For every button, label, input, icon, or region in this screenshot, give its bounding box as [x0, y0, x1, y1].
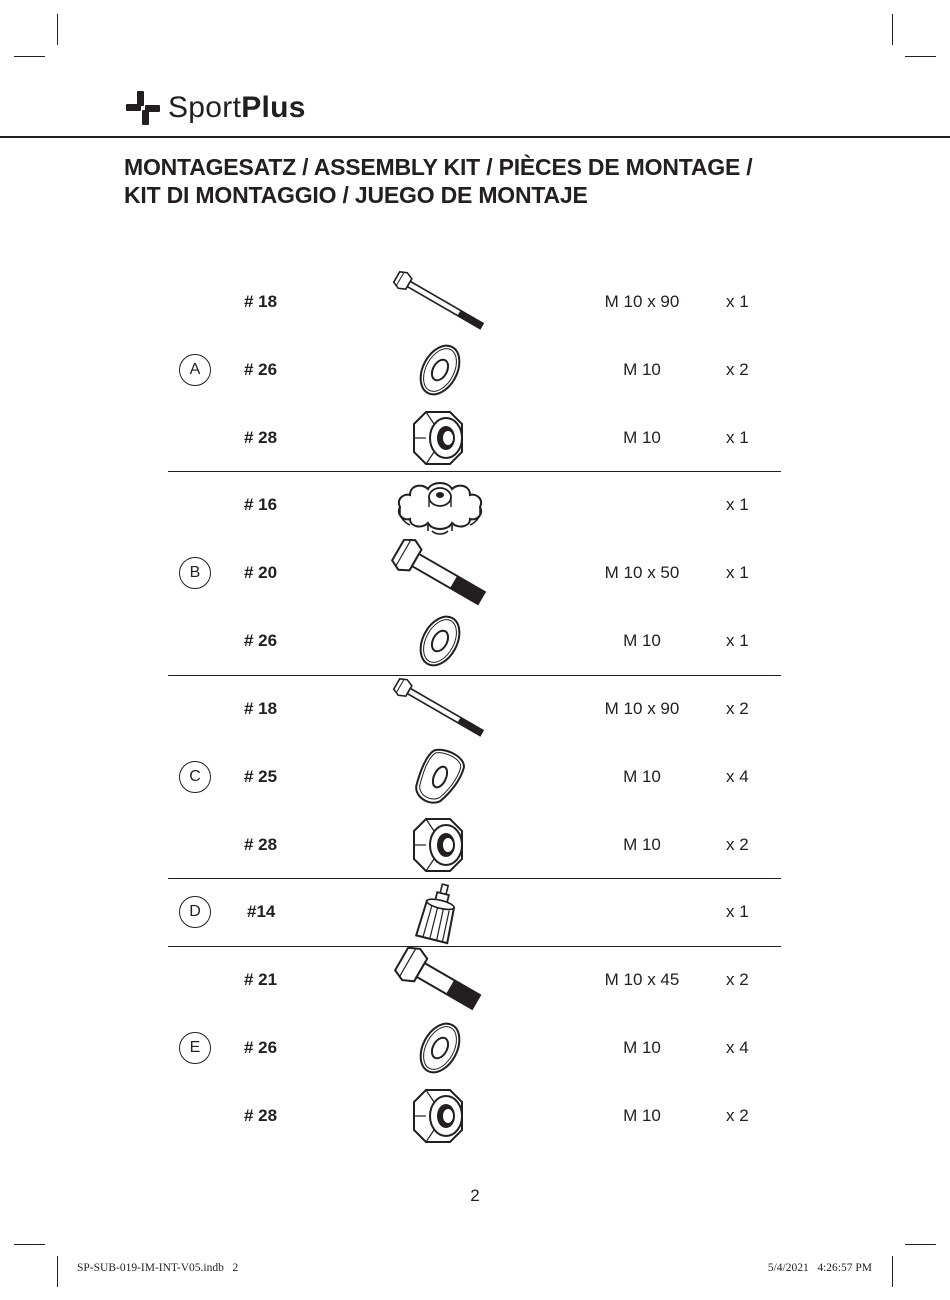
part-quantity: x 4 — [726, 1038, 749, 1057]
part-spec: M 10 — [623, 767, 661, 786]
part-row — [0, 268, 950, 336]
part-spec: M 10 x 90 — [604, 699, 680, 718]
kit-label: A — [179, 354, 211, 386]
crop-mark — [892, 14, 893, 45]
part-row — [0, 1082, 950, 1150]
part-number: # 21 — [244, 970, 278, 989]
part-row — [0, 607, 950, 675]
crop-mark — [905, 1244, 936, 1245]
sportplus-cross-logo-icon — [124, 89, 162, 127]
header-rule — [0, 136, 950, 138]
part-row — [0, 946, 950, 1014]
kit-label: D — [179, 896, 211, 928]
long-bolt-icon — [380, 675, 500, 743]
part-spec: M 10 — [623, 1038, 661, 1057]
hex-bolt-icon — [380, 946, 500, 1014]
footer-file-info: SP-SUB-019-IM-INT-V05.indb 2 — [77, 1262, 239, 1274]
part-spec: M 10 — [623, 631, 661, 650]
part-number: # 26 — [244, 631, 278, 650]
page-title-line-2: KIT DI MONTAGGIO / JUEGO DE MONTAJE — [124, 182, 588, 208]
part-row — [0, 811, 950, 879]
part-spec: M 10 — [623, 1106, 661, 1125]
kit-label: B — [179, 557, 211, 589]
washer-icon — [380, 336, 500, 404]
crop-mark — [905, 56, 936, 57]
page-title-line-1: MONTAGESATZ / ASSEMBLY KIT / PIÈCES DE MONTAGE / — [124, 154, 753, 180]
long-bolt-icon — [380, 268, 500, 336]
part-row — [0, 743, 950, 811]
part-number: # 26 — [244, 1038, 278, 1057]
part-spec — [590, 878, 694, 946]
part-quantity: x 2 — [726, 699, 749, 718]
brand-logo — [124, 88, 306, 128]
part-quantity: x 2 — [726, 360, 749, 379]
part-quantity: x 1 — [726, 495, 749, 514]
crop-mark — [14, 56, 45, 57]
part-spec: M 10 x 90 — [604, 292, 680, 311]
part-number: # 25 — [244, 767, 278, 786]
part-quantity: x 1 — [726, 563, 749, 582]
part-row — [0, 675, 950, 743]
lock-nut-icon — [380, 1082, 500, 1150]
kit-label: C — [179, 761, 211, 793]
part-spec: M 10 — [623, 835, 661, 854]
part-row — [0, 878, 950, 946]
part-quantity: x 1 — [726, 902, 749, 921]
part-number: # 26 — [244, 360, 278, 379]
part-quantity: x 4 — [726, 767, 749, 786]
part-spec: M 10 x 45 — [604, 970, 680, 989]
kit-label: E — [179, 1032, 211, 1064]
hex-bolt-icon — [380, 539, 500, 607]
brand-name — [168, 93, 306, 123]
part-spec: M 10 — [623, 428, 661, 447]
page-title — [124, 153, 884, 209]
part-number: # 18 — [244, 699, 278, 718]
part-quantity: x 1 — [726, 428, 749, 447]
part-number: # 28 — [244, 428, 278, 447]
part-spec: M 10 x 50 — [604, 563, 680, 582]
part-quantity: x 2 — [726, 1106, 749, 1125]
footer-timestamp: 5/4/2021 4:26:57 PM — [767, 1262, 872, 1274]
lock-nut-icon — [380, 404, 500, 472]
part-quantity: x 1 — [726, 292, 749, 311]
brand-name-bold: Plus — [241, 91, 306, 124]
crop-mark — [892, 1256, 893, 1287]
crop-mark — [57, 14, 58, 45]
part-number: # 28 — [244, 835, 278, 854]
part-row — [0, 336, 950, 404]
part-quantity: x 1 — [726, 631, 749, 650]
part-spec: M 10 — [623, 360, 661, 379]
curved-washer-icon — [380, 743, 500, 811]
part-row — [0, 1014, 950, 1082]
part-number: # 20 — [244, 563, 278, 582]
part-quantity: x 2 — [726, 970, 749, 989]
part-number: # 28 — [244, 1106, 278, 1125]
crop-mark — [57, 1256, 58, 1287]
washer-icon — [380, 1014, 500, 1082]
part-number: # 18 — [244, 292, 278, 311]
part-spec — [590, 471, 694, 539]
crop-mark — [14, 1244, 45, 1245]
part-row — [0, 539, 950, 607]
brand-name-light: Sport — [168, 91, 242, 124]
part-row — [0, 471, 950, 539]
part-row — [0, 404, 950, 472]
page-number: 2 — [470, 1186, 480, 1205]
washer-icon — [380, 607, 500, 675]
part-number: # 16 — [244, 495, 278, 514]
part-quantity: x 2 — [726, 835, 749, 854]
lock-nut-icon — [380, 811, 500, 879]
part-number: #14 — [247, 902, 276, 921]
knob-pin-icon — [380, 878, 500, 946]
star-knob-icon — [380, 471, 500, 539]
